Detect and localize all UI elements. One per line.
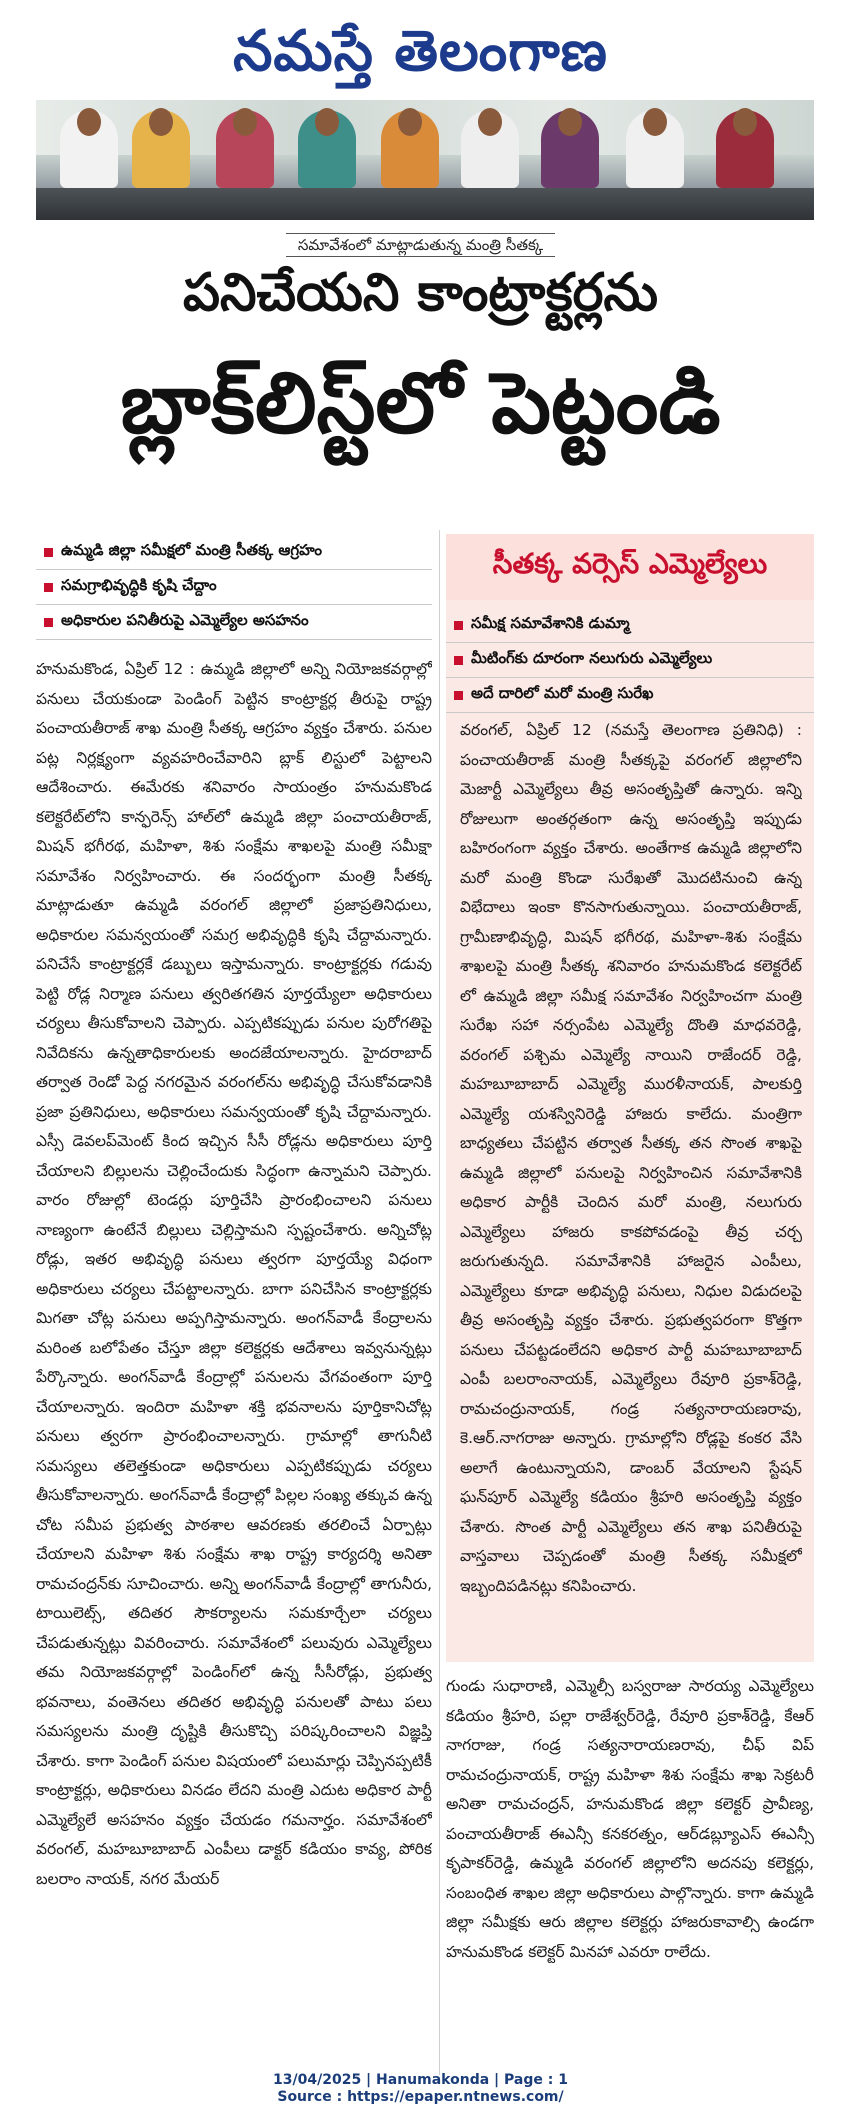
photo-person [541,110,599,188]
footer-source: Source : https://epaper.ntnews.com/ [277,2089,564,2105]
masthead [0,0,841,100]
sidebar-header [446,534,814,600]
article-body-main: హనుమకొండ, ఏప్రిల్ 12 : ఉమ్మడి జిల్లాలో అన్ని నియోజకవర్గాల్లో పనులు చేయకుండా పెండింగ్ పెట్టిన కాంట్రాక్టర్ల తీరుపై రాష్ట్ర పంచాయతీరాజ్ శాఖ మంత్రి సీతక్క ఆగ్రహం వ్యక్తం చేశారు. పనుల పట్ల నిర్లక్ష్యంగా వ్యవహరించేవారిని బ్లాక్ లిస్టులో పెట్టాలని ఆదేశించారు. ఈమేరకు శనివారం సాయంత్రం హనుమకొండ కలెక్టరేట్‌లోని కాన్ఫరెన్స్ హాల్‌లో ఉమ్మడి జిల్లా పంచాయతీరాజ్, మిషన్ భగీరథ, మహిళా, శిశు సంక్షేమ శాఖలపై మంత్రి సమీక్షా సమావేశం నిర్వహించారు. ఈ సందర్భంగా మంత్రి సీతక్క మాట్లాడుతూ ఉమ్మడి వరంగల్ జిల్లాలో ప్రజాప్రతినిధులు, అధికారుల సమన్వయంతో సమగ్ర అభివృద్ధికి కృషి చేద్దామన్నారు. పనిచేసే కాంట్రాక్టర్లకే డబ్బులు ఇస్తామన్నారు. కాంట్రాక్టర్లకు గడువు పెట్టి రోడ్ల నిర్మాణ పనులు త్వరితగతిన పూర్తయ్యేలా అధికారులు చర్యలు తీసుకోవాలని చెప్పారు. ఎప్పటికప్పుడు పనుల పురోగతిపై నివేదికను ఉన్నతాధికారులకు అందజేయాలన్నారు. హైదరాబాద్ తర్వాత రెండో పెద్ద నగరమైన వరంగల్‌ను అభివృద్ధి చేసుకోవడానికి ప్రజా ప్రతినిధులు, అధికారులు సమన్వయంతో కృషి చేద్దామన్నారు. ఎస్సీ డెవలప్‌మెంట్ కింద ఇచ్చిన సీసీ రోడ్లను అధికారులు పూర్తి చేయాలని బిల్లులను చెల్లించేందుకు సిద్ధంగా ఉన్నామని చెప్పారు. వారం రోజుల్లో టెండర్లు పూర్తిచేసి ప్రారంభించాలని పనులు నాణ్యంగా ఉంటేనే బిల్లులు చెల్లిస్తామని స్పష్టంచేశారు. అన్నిచోట్ల రోడ్లు, ఇతర అభివృద్ధి పనులు త్వరగా పూర్తయ్యే విధంగా అధికారులు చర్యలు చేపట్టాలన్నారు. బాగా పనిచేసిన కాంట్రాక్టర్లకు మిగతా చోట్ల పనులు అప్పగిస్తామన్నారు. అంగన్‌వాడీ కేంద్రాలను మరింత బలోపేతం చేస్తూ జిల్లా కలెక్టర్లకు ఆదేశాలు ఇవ్వనున్నట్లు పేర్కొన్నారు. అంగన్‌వాడీ కేంద్రాల్లో పనులను వేగవంతంగా పూర్తి చేయాలన్నారు. ఇందిరా మహిళా శక్తి భవనాలను పూర్తికానిచోట్ల పనులు త్వరగా ప్రారంభించాలన్నారు. గ్రామాల్లో తాగునీటి సమస్యలు తలెత్తకుండా అధికారులు ఎప్పటికప్పుడు చర్యలు తీసుకోవాలన్నారు. అంగన్‌వాడీ కేంద్రాల్లో పిల్లల సంఖ్య తక్కువ ఉన్న చోట సమీప ప్రభుత్వ పాఠశాల ఆవరణకు తరలించే ఏర్పాట్లు చేయాలని మహిళా శిశు సంక్షేమ శాఖ రాష్ట్ర కార్యదర్శి అనితా రామచంద్రన్‌కు సూచించారు. అన్ని అంగన్‌వాడీ కేంద్రాల్లో తాగునీరు, టాయిలెట్స్, తదితర సౌకర్యాలను సమకూర్చేలా చర్యలు చేపడుతున్నట్లు వివరించారు. సమావేశంలో పలువురు ఎమ్మెల్యేలు తమ నియోజకవర్గాల్లో పెండింగ్‌లో ఉన్న సీసీరోడ్లు, ప్రభుత్వ భవనాలు, వంతెనలు తదితర అభివృద్ధి పనులతో పాటు పలు సమస్యలను మంత్రి దృష్టికి తీసుకొచ్చి పరిష్కరించాలని విజ్ఞప్తి చేశారు. కాగా పెండింగ్ పనుల విషయంలో పలుమార్లు చెప్పినప్పటికీ కాంట్రాక్టర్లు, అధికారులు వినడం లేదని మంత్రి ఎదుట అధికార పార్టీ ఎమ్మెల్యేలే అసహనం వ్యక్తం చేయడం గమనార్హం. సమావేశంలో వరంగల్, మహబూబాబాద్ ఎంపీలు డాక్టర్ కడియం కావ్య, పోరిక బలరాం నాయక్, నగర మేయర్ [36,660,432,1888]
photo-person [216,110,274,188]
article-body-continued: గుండు సుధారాణి, ఎమ్మెల్సీ బస్వరాజు సారయ్య ఎమ్మెల్యేలు కడియం శ్రీహరి, పల్లా రాజేశ్వర్‌రెడ్డి, రేవూరి ప్రకాశ్‌రెడ్డి, కేఆర్ నాగరాజు, గండ్ర సత్యనారాయణరావు, చీఫ్ విప్ రామచంద్రునాయక్, రాష్ట్ర మహిళా శిశు సంక్షేమ శాఖ సెక్రటరీ అనితా రామచంద్రన్, హనుమకొండ జిల్లా కలెక్టర్ ప్రావీణ్య, పంచాయతీరాజ్ ఈఎన్సీ కనకరత్నం, ఆర్‌డబ్ల్యూఎస్ ఈఎన్సీ కృపాకర్‌రెడ్డి, ఉమ్మడి వరంగల్ జిల్లాలోని అదనపు కలెక్టర్లు, సంబంధిత శాఖల జిల్లా అధికారులు పాల్గొన్నారు. కాగా ఉమ్మడి జిల్లా సమీక్షకు ఆరు జిల్లాల కలెక్టర్లు హాజరుకావాల్సి ఉండగా హనుమకొండ కలెక్టర్ మినహా ఎవరూ రాలేదు. [446,1677,814,1961]
subheads-list [36,535,432,640]
subhead-item [36,570,432,605]
page-footer [0,2072,841,2106]
photo-person [716,110,774,188]
bullet-square-icon [454,656,463,665]
headline-line-2: బ్లాక్‌లిస్ట్‌లో పెట్టండి [120,353,721,452]
sidebar-subhead-item [446,643,814,678]
photo-person [626,110,684,188]
photo-table [36,188,814,220]
subhead-text: సమగ్రాభివృద్ధికి కృషి చేద్దాం [61,576,217,594]
subhead-text: ఉమ్మడి జిల్లా సమీక్షలో మంత్రి సీతక్క ఆగ్రహం [61,541,323,559]
photo-person [298,110,356,188]
sidebar-body: వరంగల్, ఏప్రిల్ 12 (నమస్తే తెలంగాణ ప్రతినిధి) : పంచాయతీరాజ్ మంత్రి సీతక్కపై వరంగల్ జిల్లాలోని మెజార్టీ ఎమ్మెల్యేలు తీవ్ర అసంతృప్తితో ఉన్నారు. ఇన్ని రోజులుగా అంతర్గతంగా ఉన్న అసంతృప్తి ఇప్పుడు బహిరంగంగా వ్యక్తం చేశారు. అంతేగాక ఉమ్మడి జిల్లాలోని మరో మంత్రి కొండా సురేఖతో మొదటినుంచి ఉన్న విభేదాలు ఇంకా కొనసాగుతున్నాయి. పంచాయతీరాజ్, గ్రామీణాభివృద్ధి, మిషన్ భగీరథ, మహిళా-శిశు సంక్షేమ శాఖలపై మంత్రి సీతక్క శనివారం హనుమకొండ కలెక్టరేట్ లో ఉమ్మడి జిల్లా సమీక్ష సమావేశం నిర్వహించగా మంత్రి సురేఖ సహా నర్సంపేట ఎమ్మెల్యే దొంతి మాధవరెడ్డి, వరంగల్ పశ్చిమ ఎమ్మెల్యే నాయిని రాజేందర్ రెడ్డి, మహబూబాబాద్ ఎమ్మెల్యే మురళీనాయక్, పాలకుర్తి ఎమ్మెల్యే యశస్వినిరెడ్డి హాజరు కాలేదు. మంత్రిగా బాధ్యతలు చేపట్టిన తర్వాత సీతక్క తన సొంత శాఖపై ఉమ్మడి జిల్లాలో పనులపై నిర్వహించిన సమావేశానికి అధికార పార్టీకి చెందిన మరో మంత్రి, నలుగురు ఎమ్మెల్యేలు హాజరు కాకపోవడంపై తీవ్ర చర్చ జరుగుతున్నది. సమావేశానికి హాజరైన ఎంపీలు, ఎమ్మెల్యేలు కూడా అభివృద్ధి పనులు, నిధుల విడుదలపై తీవ్ర అసంతృప్తి వ్యక్తం చేశారు. ప్రభుత్వపరంగా కొత్తగా పనులు చేపట్టడంలేదని అధికార పార్టీ మహబూబాబాద్ ఎంపీ బలరాంనాయక్, ఎమ్మెల్యేలు రేవూరి ప్రకాశ్‌రెడ్డి, రామచంద్రునాయక్, గండ్ర సత్యనారాయణరావు, కె.ఆర్.నాగరాజు అన్నారు. గ్రామాల్లోని రోడ్లపై కంకర వేసి అలాగే ఉంటున్నాయని, డాంబర్ వేయాలని స్టేషన్ ఘన్‌పూర్ ఎమ్మెల్యే కడియం శ్రీహరి అసంతృప్తి వ్యక్తం చేశారు. సొంత పార్టీ ఎమ్మెల్యేలు తన శాఖ పనితీరుపై వాస్తవాలు చెప్పడంతో మంత్రి సీతక్క సమీక్షలో ఇబ్బందిపడినట్లు కనిపించారు. [460,721,802,1595]
sidebar-subhead-item [446,608,814,643]
sidebar-title: సీతక్క వర్సెస్ ఎమ్మెల్యేలు [492,547,768,580]
sidebar-subhead-item [446,678,814,713]
sidebar-subhead-text: మీటింగ్‌కు దూరంగా నలుగురు ఎమ్మెల్యేలు [471,649,713,667]
bullet-square-icon [44,548,53,557]
headline-line-1: పనిచేయని కాంట్రాక్టర్లను [182,262,659,323]
photo-person [60,110,118,188]
bullet-square-icon [44,583,53,592]
column-divider [439,530,440,2075]
bullet-square-icon [454,691,463,700]
subhead-item [36,535,432,570]
subhead-item [36,605,432,640]
masthead-title: నమస్తే తెలంగాణ [233,18,608,84]
photo-person [132,110,190,188]
sidebar-subhead-text: సమీక్ష సమావేశానికి డుమ్మా [471,614,630,632]
photo-caption-text: సమావేశంలో మాట్లాడుతున్న మంత్రి సీతక్క [286,233,555,257]
subhead-text: అధికారుల పనితీరుపై ఎమ్మెల్యేల అసహనం [61,611,309,629]
bullet-square-icon [44,618,53,627]
news-photo [36,100,814,220]
photo-person [381,110,439,188]
photo-person [461,110,519,188]
sidebar-subheads-list [446,608,814,713]
sidebar-subhead-text: అదే దారిలో మరో మంత్రి సురేఖ [471,684,654,702]
photo-caption [0,236,841,258]
footer-dateline: 13/04/2025 | Hanumakonda | Page : 1 [273,2072,568,2088]
bullet-square-icon [454,621,463,630]
